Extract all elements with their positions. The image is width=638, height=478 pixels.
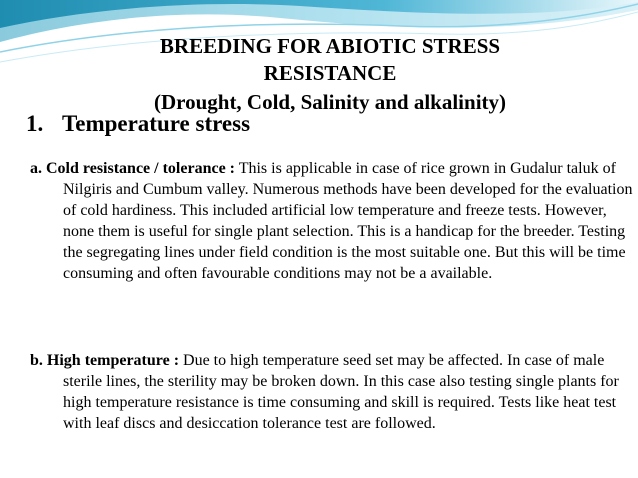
paragraph-cold-resistance [30, 158, 638, 284]
section-heading [26, 110, 250, 137]
paragraph-lead: a. Cold resistance / tolerance : [30, 160, 235, 177]
paragraph-text: Due to high temperature seed set may be affected. In case of male sterile lines, the sterility may be broken down. In this case also testing single plants for high temperature resistance is time consuming and skill is required. Tests like heat test with leaf discs and desiccation tolerance test are followed. [63, 352, 619, 432]
paragraph-text: This is applicable in case of rice grown in Gudalur taluk of Nilgiris and Cumbum valley. Numerous methods have been developed for the evaluation of cold hardiness. This included artificial low temperature and freeze tests. However, none them is useful for single plant selection. This is a handicap for the breeder. Testing the segregating lines under field condition is the most suitable one. But this will be time consuming and often favourable conditions may not be a available. [63, 160, 633, 282]
section-heading-text: Temperature stress [62, 111, 251, 136]
paragraph-lead: b. High temperature : [30, 352, 180, 369]
slide-title: BREEDING FOR ABIOTIC STRESS RESISTANCE [159, 34, 501, 85]
section-number: 1. [26, 111, 44, 136]
paragraph-high-temperature [30, 350, 638, 434]
slide-subtitle: (Drought, Cold, Salinity and alkalinity) [153, 90, 507, 114]
